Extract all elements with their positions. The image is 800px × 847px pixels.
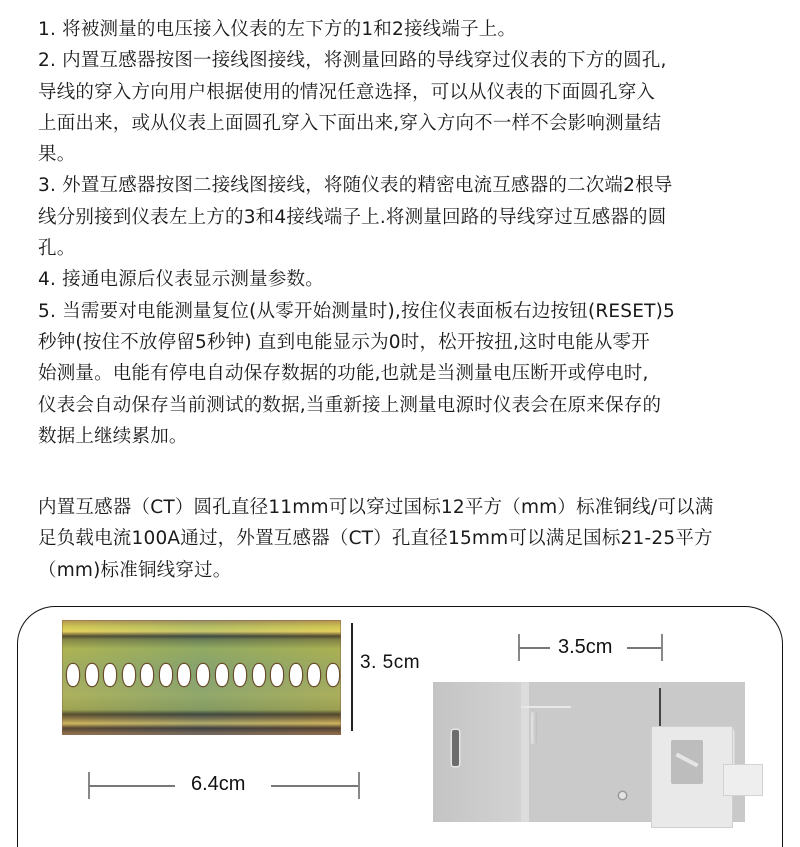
- ruler-line: [271, 785, 358, 787]
- instruction-line: 导线的穿入方向用户根据使用的情况任意选择，可以从仪表的下面圆孔穿入: [38, 81, 656, 103]
- rail-hole: [178, 664, 190, 686]
- instruction-line: 仪表会自动保存当前测试的数据,当重新接上测量电源时仪表会在原来保存的: [38, 394, 662, 416]
- meter-screw: [619, 792, 626, 799]
- rail-hole: [308, 664, 320, 686]
- instruction-5: [38, 296, 768, 452]
- rail-hole: [216, 664, 228, 686]
- installation-instructions: [38, 14, 768, 452]
- meter-middle-panel: [529, 682, 659, 822]
- meter-step-edge: [521, 706, 571, 708]
- ct-specification-note: [38, 492, 768, 586]
- rail-hole: [327, 664, 339, 686]
- meter-left-panel: [433, 682, 521, 822]
- rail-hole: [234, 664, 246, 686]
- instruction-1: [38, 14, 768, 45]
- ruler-line: [519, 647, 550, 649]
- instruction-2: [38, 45, 768, 170]
- din-clip-tab: [723, 764, 763, 796]
- instruction-line: 数据上继续累加。: [38, 425, 188, 447]
- rail-hole: [123, 664, 135, 686]
- instruction-line: 始测量。电能有停电自动保存数据的功能,也就是当测量电压断开或停电时,: [38, 363, 649, 385]
- instruction-line: 4. 接通电源后仪表显示测量参数。: [38, 269, 324, 291]
- meter-pin: [531, 712, 537, 744]
- rail-hole: [86, 664, 98, 686]
- rail-hole: [141, 664, 153, 686]
- rail-width-label: 6.4cm: [191, 773, 246, 795]
- meter-vent-slot: [452, 730, 459, 766]
- meter-ridge: [521, 682, 529, 822]
- rail-height-label: 3. 5cm: [360, 652, 421, 673]
- instruction-3: [38, 170, 768, 264]
- ruler-tick: [661, 634, 663, 661]
- din-clip-spring: [671, 740, 703, 784]
- rail-hole: [253, 664, 265, 686]
- din-rail-holes: [67, 664, 339, 688]
- instruction-line: 1. 将被测量的电压接入仪表的左下方的1和2接线端子上。: [38, 19, 517, 40]
- instruction-line: 孔。: [38, 238, 76, 260]
- rail-hole: [104, 664, 116, 686]
- ruler-tick: [358, 772, 360, 799]
- instruction-line: 5. 当需要对电能测量复位(从零开始测量时),按住仪表面板右边按钮(RESET)5: [38, 300, 676, 322]
- meter-side-view-image: [433, 682, 745, 822]
- rail-height-dimension-line: [351, 623, 353, 731]
- instruction-4: [38, 264, 768, 295]
- din-rail-image: [62, 620, 341, 735]
- instruction-line: 2. 内置互感器按图一接线图接线，将测量回路的导线穿过仪表的下方的圆孔,: [38, 50, 667, 72]
- note-line: 足负载电流100A通过，外置互感器（CT）孔直径15mm可以满足国标21-25平方: [38, 528, 713, 550]
- rail-hole: [67, 664, 79, 686]
- instruction-line: 秒钟(按住不放停留5秒钟) 直到电能显示为0时，松开按扭,这时电能从零开: [38, 331, 650, 353]
- note-paragraph: [38, 492, 768, 586]
- note-line: （mm)标准铜线穿过。: [38, 559, 232, 581]
- rail-hole: [197, 664, 209, 686]
- rail-hole: [160, 664, 172, 686]
- rail-hole: [271, 664, 283, 686]
- instruction-line: 线分别接到仪表左上方的3和4接线端子上.将测量回路的导线穿过互感器的圆: [38, 206, 667, 228]
- ruler-line: [89, 785, 175, 787]
- rail-hole: [290, 664, 302, 686]
- instruction-line: 3. 外置互感器按图二接线图接线，将随仪表的精密电流互感器的二次端2根导: [38, 175, 673, 197]
- instruction-line: 果。: [38, 144, 76, 166]
- meter-width-label: 3.5cm: [558, 636, 613, 658]
- ruler-line: [627, 647, 661, 649]
- note-line: 内置互感器（CT）圆孔直径11mm可以穿过国标12平方（mm）标准铜线/可以满: [38, 497, 714, 518]
- instruction-line: 上面出来，或从仪表上面圆孔穿入下面出来,穿入方向不一样不会影响测量结: [38, 112, 662, 134]
